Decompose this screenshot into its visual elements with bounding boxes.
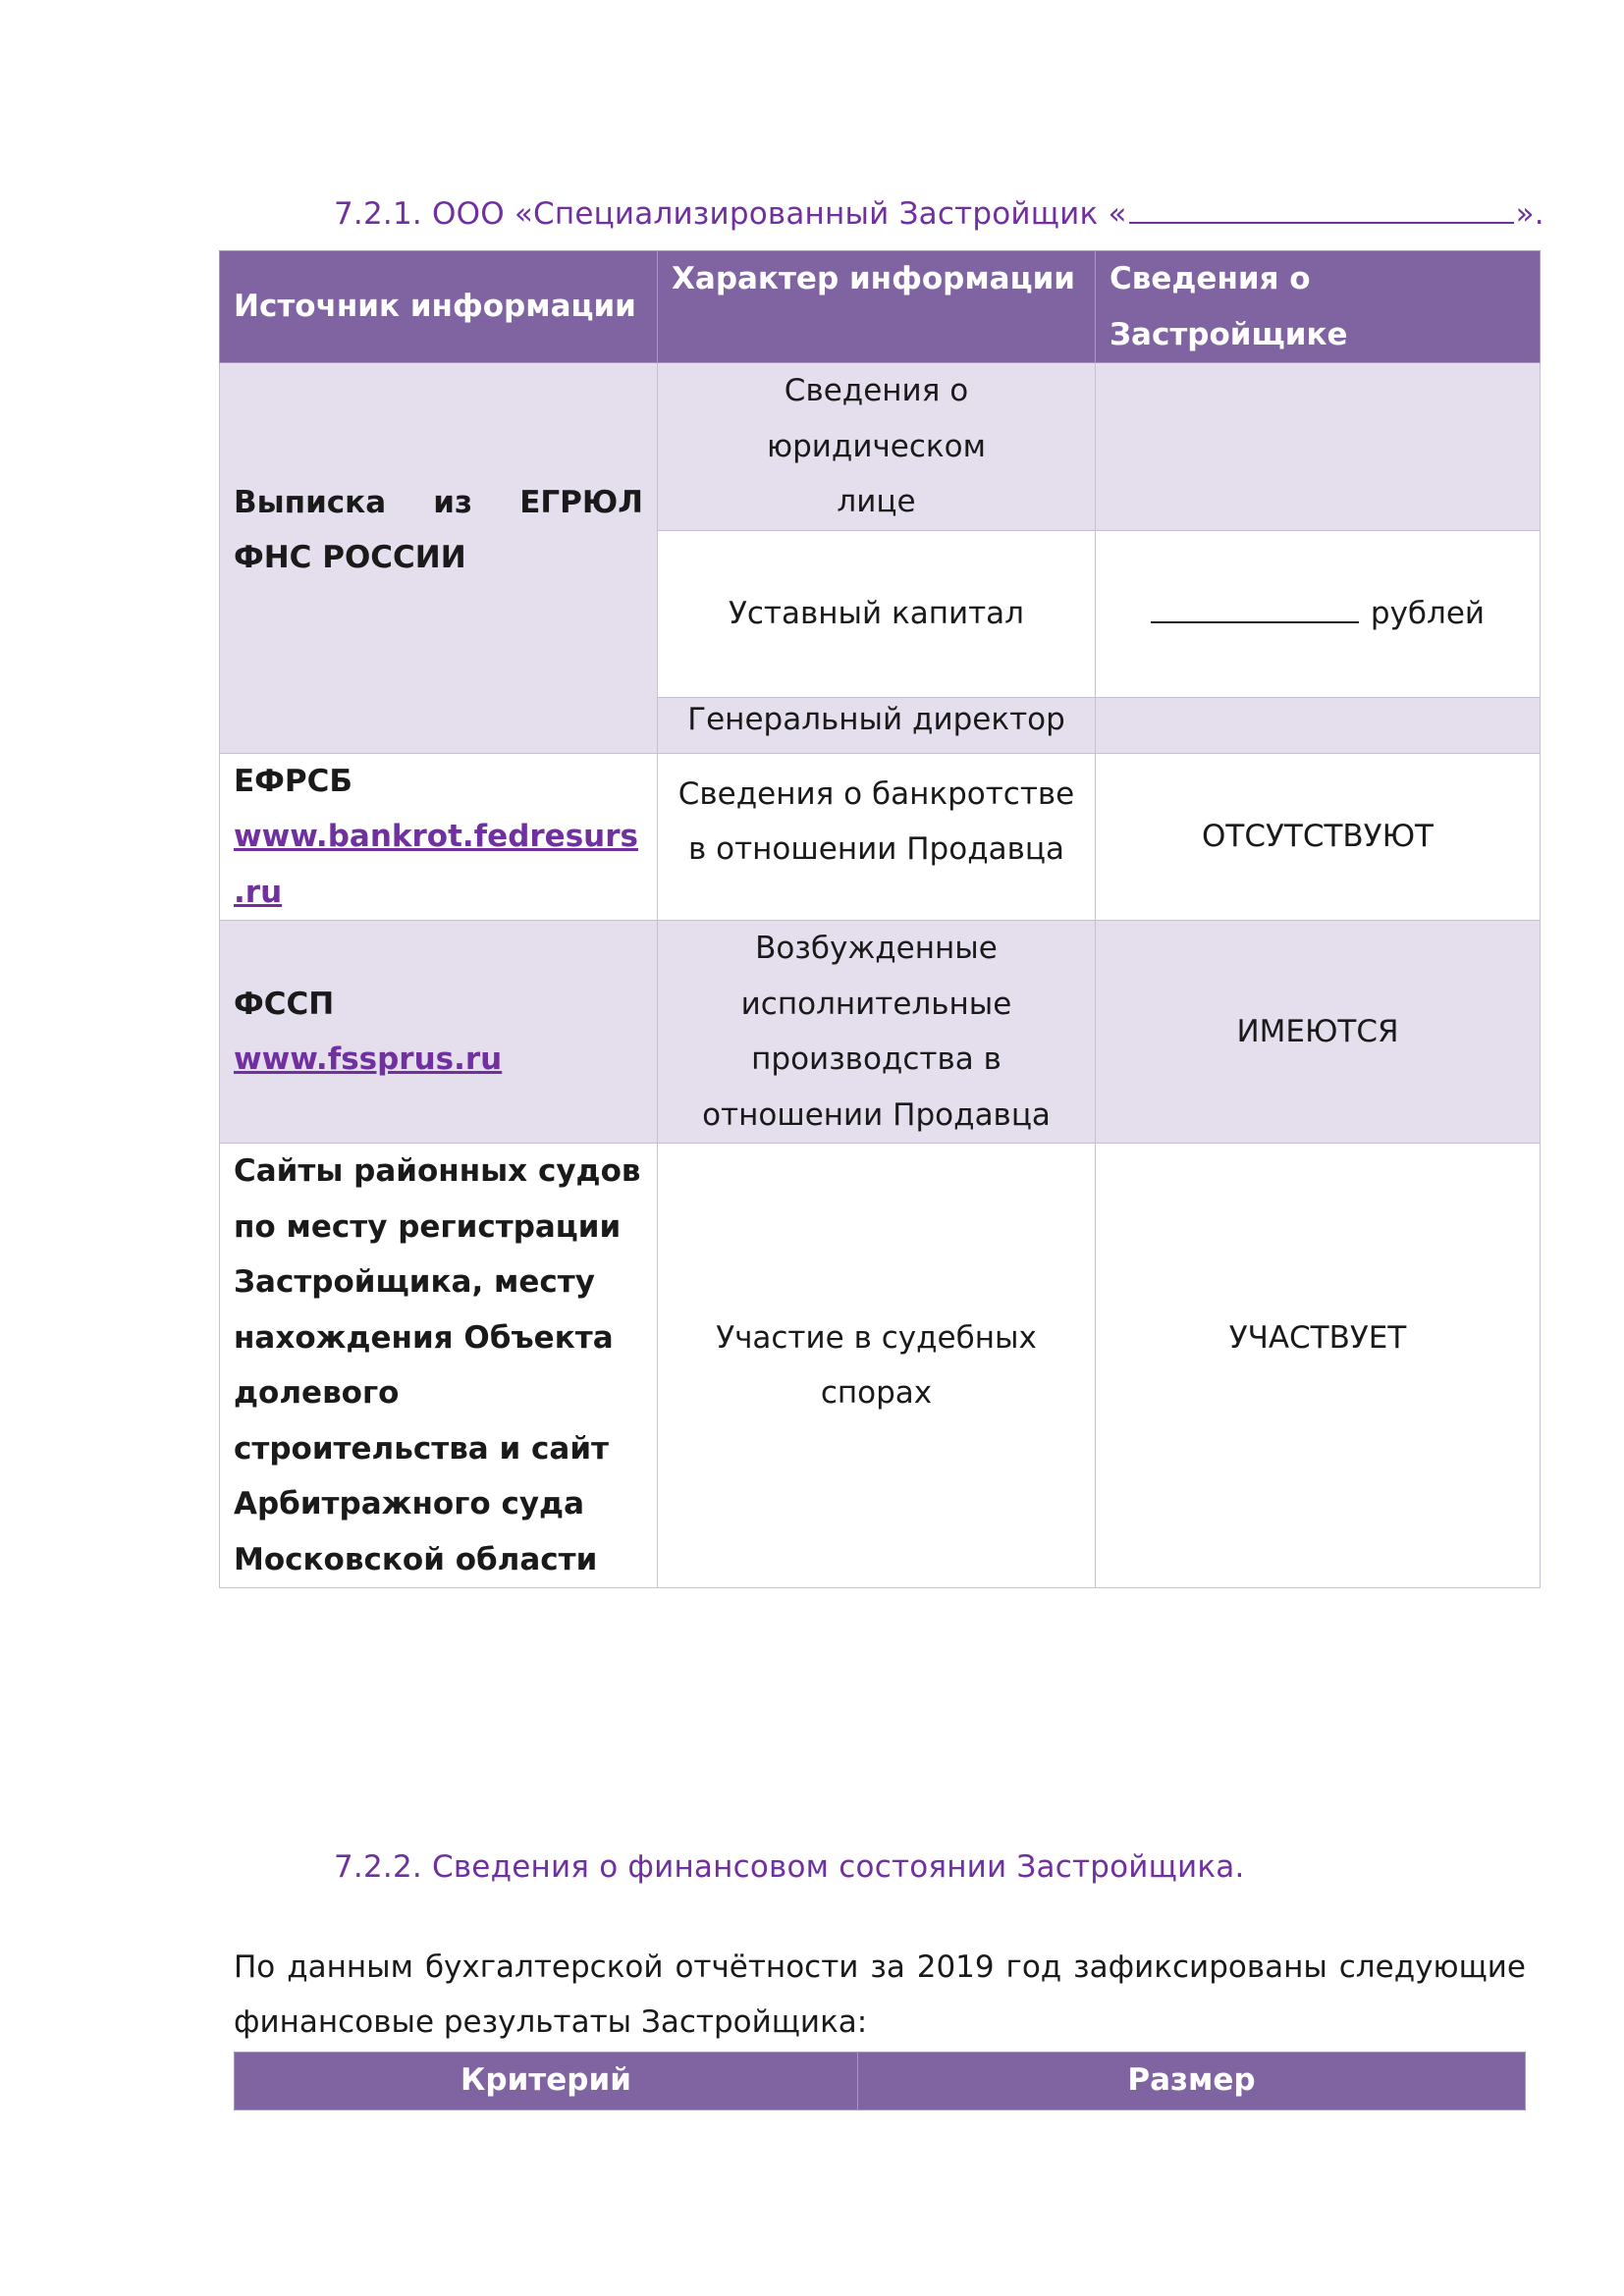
capital-amount-blank xyxy=(1151,596,1359,623)
efrsb-source-cell: ЕФРСБ www.bankrot.fedresurs .ru xyxy=(220,753,658,921)
litigation-value-cell: УЧАСТВУЕТ xyxy=(1096,1144,1541,1588)
bankruptcy-value-cell: ОТСУТСТВУЮТ xyxy=(1096,753,1541,921)
litigation-info-cell: Участие в судебных спорах xyxy=(658,1144,1096,1588)
table-row xyxy=(220,1144,1541,1588)
egrul-source-cell: Выписка из ЕГРЮЛ ФНС РОССИИ xyxy=(220,363,658,754)
section-title-start: ООО «Специализированный Застройщик « xyxy=(432,196,1127,232)
efrsb-link[interactable]: www.bankrot.fedresurs .ru xyxy=(234,819,638,910)
header-criterion: Критерий xyxy=(235,2053,858,2110)
enforcement-info-cell: Возбужденные исполнительные производства в отношении Продавца xyxy=(658,921,1096,1144)
header-nature: Характер информации xyxy=(658,251,1096,363)
financial-paragraph: По данным бухгалтерской отчётности за 2019 год зафиксированы следующие финансовые результаты Застройщика: xyxy=(234,1949,1526,2040)
general-director-cell: Генеральный директор xyxy=(658,697,1096,753)
bankruptcy-info-cell: Сведения о банкротстве в отношении Продавца xyxy=(658,753,1096,921)
table-header-row xyxy=(235,2053,1526,2110)
section-7-2-1-heading xyxy=(334,194,1544,234)
legal-entity-value-cell xyxy=(1096,363,1541,531)
legal-entity-info-cell: Сведения о юридическом лице xyxy=(658,363,1096,531)
fssp-source-cell: ФССП www.fssprus.ru xyxy=(220,921,658,1144)
charter-capital-cell: Уставный капитал xyxy=(658,530,1096,697)
section-title-end: ». xyxy=(1515,196,1544,232)
table-row xyxy=(220,363,1541,531)
header-size: Размер xyxy=(858,2053,1526,2110)
section-7-2-2-heading: 7.2.2. Сведения о финансовом состоянии Застройщика. xyxy=(334,1849,1245,1885)
section-number: 7.2.1. xyxy=(334,196,422,232)
header-source: Источник информации xyxy=(220,251,658,363)
header-details: Сведения о Застройщике xyxy=(1096,251,1541,363)
table-row xyxy=(220,921,1541,1144)
charter-capital-value-cell: рублей xyxy=(1096,530,1541,697)
financial-results-table xyxy=(234,2052,1526,2110)
company-name-blank xyxy=(1129,195,1514,224)
enforcement-value-cell: ИМЕЮТСЯ xyxy=(1096,921,1541,1144)
general-director-value-cell xyxy=(1096,697,1541,753)
courts-source-cell: Сайты районных судов по месту регистрации Застройщика, месту нахождения Объекта долевого строительства и сайт Арбитражного суда Московской области xyxy=(220,1144,658,1588)
table-header-row xyxy=(220,251,1541,363)
information-sources-table xyxy=(219,250,1541,1588)
table-row xyxy=(220,753,1541,921)
fssp-link[interactable]: www.fssprus.ru xyxy=(234,1041,503,1077)
